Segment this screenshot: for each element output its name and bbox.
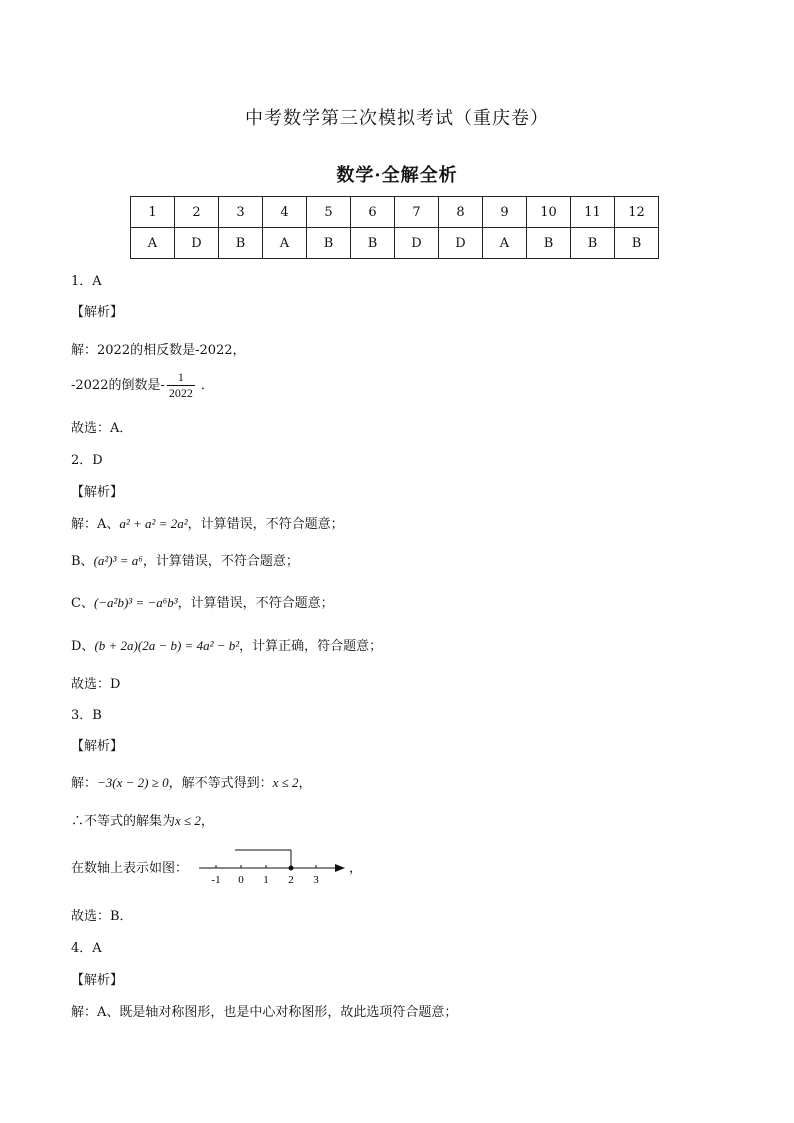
answer-table-answer-cell: D [175,228,219,259]
answer-table-number-cell: 5 [307,197,351,228]
q1-line-2-suffix: ． [200,378,214,393]
answer-table-number-cell: 10 [527,197,571,228]
q3-line-3 [71,857,188,876]
q2-option-b-expression: (a²)³ = a⁶ [93,553,143,568]
q2-option-a [71,513,344,532]
answer-table-number-cell: 4 [263,197,307,228]
q3-line-2-prefix: ∴不等式的解集为 [71,814,176,829]
q1-heading: 1．A [71,274,102,289]
answer-table [130,196,659,259]
q3-line-1-middle: ，解不等式得到： [168,776,273,791]
answer-table-number-cell: 8 [439,197,483,228]
q3-solution-set: x ≤ 2 [175,813,201,828]
answer-table-number-cell: 1 [131,197,175,228]
number-line-tick-label: 3 [313,874,319,886]
document-title: 中考数学第三次模拟考试（重庆卷） [245,108,549,129]
answer-table-answer-cell: B [615,228,659,259]
number-line-tick-label: 1 [263,874,269,886]
q3-line-1 [71,772,312,791]
answer-table-answer-cell: B [219,228,263,259]
q1-line-1: 解：2022的相反数是-2022， [71,343,246,358]
q2-option-b-prefix: B、 [71,554,94,569]
q2-option-b [71,550,299,569]
q2-option-a-prefix: 解：A、 [71,517,120,532]
q2-option-d-comment: ，计算正确，符合题意； [239,639,383,654]
q2-option-b-comment: ，计算错误，不符合题意； [142,554,299,569]
q4-heading: 4．A [71,941,102,956]
answer-table-answer-cell: B [351,228,395,259]
q3-conclusion: 故选：B． [71,909,133,924]
q3-analysis-label: 【解析】 [71,739,124,754]
answer-table-number-cell: 9 [483,197,527,228]
answer-table-number-cell: 6 [351,197,395,228]
answer-table-number-cell: 11 [571,197,615,228]
q2-option-c-comment: ，计算错误，不符合题意； [177,596,334,611]
q4-analysis-label: 【解析】 [71,973,124,988]
answer-table-number-cell: 12 [615,197,659,228]
q1-line-2 [71,370,214,401]
q2-option-a-expression: a² + a² = 2a² [119,516,188,531]
number-line-diagram [195,846,350,888]
q2-option-c-expression: (−a²b)³ = −a⁶b³ [93,595,178,610]
answer-table-answer-cell: D [395,228,439,259]
q2-option-a-comment: ，计算错误，不符合题意； [187,517,344,532]
q3-heading: 3．B [71,708,102,723]
q3-line-1-suffix: ， [298,776,312,791]
answer-table-answer-cell: A [483,228,527,259]
q4-line-1: 解：A、既是轴对称图形，也是中心对称图形，故此选项符合题意； [71,1005,458,1020]
answer-table-number-cell: 2 [175,197,219,228]
answer-table-answer-cell: A [131,228,175,259]
q3-solution: x ≤ 2 [272,775,299,790]
q2-analysis-label: 【解析】 [71,485,124,500]
answer-table-answer-cell: D [439,228,483,259]
q1-analysis-label: 【解析】 [71,305,124,320]
q1-fraction-numerator: 1 [167,370,195,386]
q2-option-d-expression: (b + 2a)(2a − b) = 4a² − b² [94,638,240,653]
answer-table-answer-cell: A [263,228,307,259]
answer-table-answer-row [131,228,659,259]
answer-table-number-cell: 3 [219,197,263,228]
answer-table-answer-cell: B [307,228,351,259]
answer-table-number-row [131,197,659,228]
number-line-tick-label: -1 [211,874,221,886]
number-line-arrow-icon [335,864,345,872]
q3-line-2-suffix: ， [200,814,214,829]
q3-line-3-suffix: ， [349,861,363,876]
answer-table-answer-cell: B [571,228,615,259]
q3-line-1-prefix: 解： [71,776,98,791]
answer-table-answer-cell: B [527,228,571,259]
q1-fraction [167,370,195,401]
q2-option-d [71,635,382,654]
q2-heading: 2．D [71,453,103,468]
number-line-tick-label: 0 [238,874,244,886]
q2-option-d-prefix: D、 [71,639,95,654]
q3-line-2 [71,810,214,829]
q1-conclusion: 故选：A． [71,421,133,436]
q1-fraction-denominator: 2022 [168,386,193,400]
document-subtitle: 数学·全解全析 [336,165,458,186]
answer-table-number-cell: 7 [395,197,439,228]
q3-inequality: −3(x − 2) ≥ 0 [97,775,169,790]
number-line-tick-label: 2 [288,874,294,886]
q1-line-2-prefix: -2022的倒数是- [71,378,165,393]
q2-conclusion: 故选：D [71,677,121,692]
q2-option-c [71,592,334,611]
q2-option-c-prefix: C、 [71,596,94,611]
q3-line-3-prefix: 在数轴上表示如图： [71,861,189,876]
